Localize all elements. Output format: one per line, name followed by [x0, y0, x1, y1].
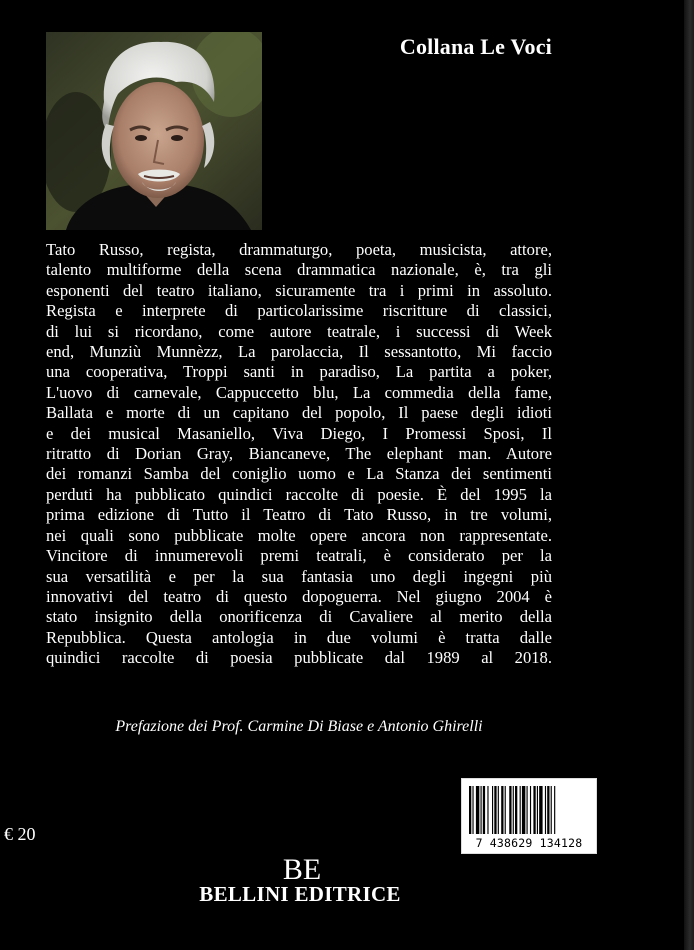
barcode-bar — [551, 786, 552, 834]
barcode-bar — [533, 786, 535, 834]
preface-credit: Prefazione dei Prof. Carmine Di Biase e Antonio Ghirelli — [115, 718, 483, 735]
bio-line: innovativi del teatro di questo dopoguerra. Nel giugno 2004 è — [46, 586, 552, 606]
barcode-bar — [469, 786, 471, 834]
author-biography — [46, 240, 552, 669]
barcode-bar — [537, 786, 538, 834]
publisher-logo-icon — [282, 852, 322, 884]
bio-line: e dei musical Masaniello, Viva Diego, I Promessi Sposi, Il — [46, 423, 552, 443]
barcode-bar — [498, 786, 499, 834]
barcode-bar — [515, 786, 517, 834]
barcode-bar — [539, 786, 542, 834]
barcode-number: 7 438629 134128 — [475, 836, 583, 850]
publisher-logo-monogram: BE — [282, 853, 322, 884]
bio-line: Vincitore di innumerevoli premi teatrali, è considerato per la — [46, 546, 552, 566]
bio-line: prima edizione di Tutto il Teatro di Tato Russo, in tre volumi, — [46, 505, 552, 525]
publisher-name: BELLINI EDITRICE — [199, 882, 401, 906]
barcode-bar — [472, 786, 473, 834]
bio-line: talento multiforme della scena drammatica nazionale, è, tra gli — [46, 260, 552, 280]
barcode-bar — [494, 786, 496, 834]
series-title: Collana Le Voci — [399, 34, 552, 59]
barcode-bar — [513, 786, 514, 834]
barcode-bar — [509, 786, 511, 834]
barcode-bar — [545, 786, 546, 834]
barcode-bar — [505, 786, 506, 834]
bio-line: Repubblica. Questa antologia in due volumi è tratta dalle — [46, 627, 552, 647]
bio-line: di lui si ricordano, come autore teatrale, i successi di Week — [46, 321, 552, 341]
bio-line: quindici raccolte di poesia pubblicate dal 1989 al 2018. — [46, 648, 552, 668]
bio-line: perduti ha pubblicato quindici raccolte di poesie. È del 1995 la — [46, 484, 552, 504]
bio-line: stato insignito della onorificenza di Cavaliere al merito della — [46, 607, 552, 627]
barcode-bar — [554, 786, 555, 834]
bio-line: L'uovo di carnevale, Cappuccetto blu, La commedia della fame, — [46, 382, 552, 402]
barcode-bar — [527, 786, 528, 834]
barcode-bar — [501, 786, 503, 834]
bio-line: nei quali sono pubblicate molte opere ancora non rappresentate. — [46, 525, 552, 545]
bio-line: end, Munziù Munnèzz, La parolaccia, Il sessantotto, Mi faccio — [46, 342, 552, 362]
barcode-bar — [547, 786, 549, 834]
cover-edge — [684, 0, 694, 950]
barcode-bar — [520, 786, 521, 834]
barcode-bar — [522, 786, 525, 834]
bio-line: ritratto di Dorian Gray, Biancaneve, The elephant man. Autore — [46, 444, 552, 464]
bio-line: esponenti del teatro italiano, sicuramente tra i primi in assoluto. — [46, 280, 552, 300]
price: € 20 — [4, 824, 36, 844]
barcode — [461, 778, 597, 854]
bio-line: sua versatilità e per la sua fantasia uno degli ingegni più — [46, 566, 552, 586]
barcode-bar — [530, 786, 531, 834]
bio-line: Regista e interprete di particolarissime riscritture di classici, — [46, 301, 552, 321]
bio-line: dei romanzi Samba del coniglio uomo e La Stanza dei sentimenti — [46, 464, 552, 484]
author-photo — [46, 32, 262, 230]
barcode-bar — [487, 786, 488, 834]
barcode-bar — [483, 786, 485, 834]
bio-line: Ballata e morte di un capitano del popolo, Il paese degli idioti — [46, 403, 552, 423]
bio-line: Tato Russo, regista, drammaturgo, poeta, musicista, attore, — [46, 240, 552, 259]
barcode-bar — [492, 786, 493, 834]
barcode-bars — [469, 786, 589, 834]
barcode-bar — [481, 786, 482, 834]
bio-line: una cooperativa, Troppi santi in paradiso, La partita a poker, — [46, 362, 552, 382]
barcode-bar — [476, 786, 479, 834]
